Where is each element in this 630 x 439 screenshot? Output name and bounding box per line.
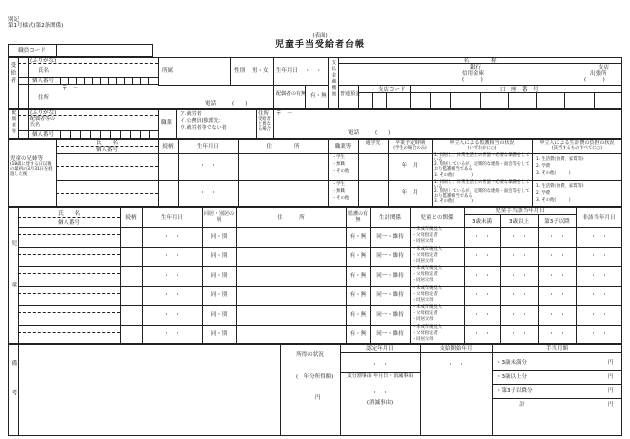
- child-under3-date: ・ ・: [473, 292, 491, 299]
- guardian-row2-occ-2: ・無職: [332, 189, 345, 194]
- child-relationship-1: ・未成年後見人: [412, 266, 443, 271]
- recipient-name-label: 氏名: [38, 68, 50, 74]
- children-col-birth: 生年月日: [160, 215, 183, 221]
- children-col-livelihood: 生計関係: [378, 215, 401, 221]
- children-col-ineligible: 非該当年月日: [582, 215, 616, 221]
- allowance-yen-total: 円: [608, 402, 614, 408]
- payment-start-label: 支給開始年月: [439, 346, 473, 352]
- child-3plus-date: ・ ・: [510, 272, 528, 279]
- guardian-row1-expense-3: 3. その他( ): [536, 171, 571, 176]
- guardian-row1-occ-2: ・無職: [332, 162, 345, 167]
- spouse-occupation-label: 職業: [161, 120, 173, 126]
- child-3plus-date: ・ ・: [510, 311, 528, 318]
- guardian-col-relation: 続柄: [162, 144, 174, 150]
- spouse-phone-label: 電話: [348, 130, 360, 136]
- guardian-col-graduation: 卒業予定時期: [394, 140, 425, 146]
- recipient-phone-label: 電話: [205, 101, 217, 107]
- children-col-custody: 監護の有無: [347, 211, 368, 223]
- child-custody: 有・無: [349, 292, 367, 299]
- income-year-label: ( 年分所得額): [296, 374, 334, 380]
- child-ineligible-date: ・ ・: [590, 311, 608, 318]
- guardian-row2-occ-3: ・その他: [332, 196, 350, 201]
- allowance-yen-2: 円: [608, 374, 614, 380]
- child-cohabit: 同・別: [210, 253, 228, 260]
- spouse-name-label: 配偶者等の氏名: [30, 116, 56, 128]
- spouse-phone-parens: ( ): [375, 130, 391, 136]
- child-relationship-3: ・同居父母: [412, 336, 434, 342]
- form-reference-1: 別記: [8, 17, 20, 23]
- bank-type-paren: ( ): [462, 77, 483, 83]
- child-relationship-1: ・未成年後見人: [412, 246, 443, 252]
- child-3rd-date: ・ ・: [548, 253, 566, 260]
- spouse-furigana: (ふりがな): [30, 110, 57, 116]
- children-col-under3: 3歳未満: [472, 219, 492, 225]
- occupation-option-c: ウ.就労者等でない者: [180, 125, 227, 131]
- guardian-col-name: 氏 名: [95, 140, 118, 146]
- child-custody: 有・無: [349, 272, 367, 279]
- child-livelihood: 同一・維持: [376, 311, 404, 318]
- guardian-col-personal-no: 個人番号: [95, 147, 118, 153]
- child-custody: 有・無: [349, 331, 367, 338]
- guardian-row2-occ-1: ・学生: [332, 182, 345, 187]
- guardian-row2-expense-1: 1. 生活費(食費、家賃等): [536, 184, 584, 189]
- bank-branch: 支店: [598, 65, 610, 71]
- bank-name-header: 名 称: [463, 58, 497, 64]
- change-reason-label: 支分割事由 年月日・消滅事由: [346, 373, 414, 379]
- children-col-name: 氏 名: [57, 211, 80, 217]
- child-relationship-2: ・父母指定者: [412, 330, 438, 336]
- account-number-label: 口 座 番 号: [500, 87, 539, 93]
- children-side-label: 児童: [10, 240, 17, 323]
- child-relationship-1: ・未成年後見人: [412, 285, 443, 291]
- child-birth: ・ ・: [163, 272, 181, 279]
- guardian-row1-custody-1: 1. 同居し、日常生活上の世話・必要な保護をしている: [434, 153, 530, 163]
- guardian-row1-expense-1: 1. 生活費(食費、家賃等): [536, 157, 584, 162]
- child-relationship-1: ・未成年後見人: [412, 324, 443, 330]
- certified-date-label: 認定年月日: [366, 346, 394, 352]
- guardian-col-custody: 申立人による監護相当の状況: [449, 140, 515, 146]
- child-livelihood: 同一・維持: [376, 253, 404, 260]
- child-birth: ・ ・: [163, 331, 181, 338]
- child-3rd-date: ・ ・: [548, 233, 566, 240]
- children-col-relationship: 児童との関係: [420, 215, 454, 221]
- allowance-row-3rd: ・第3子以降分: [496, 388, 533, 394]
- guardian-row2-custody-3: 3. その他( ): [434, 199, 473, 204]
- guardian-col-address: 住 所: [266, 144, 300, 150]
- guardian-note: (18歳に達する日以後の最初の3月31日を経過した後: [10, 162, 53, 177]
- child-birth: ・ ・: [163, 292, 181, 299]
- child-livelihood: 同一・維持: [376, 292, 404, 299]
- guardian-row1-graduation: 年 月: [401, 163, 419, 169]
- guardian-heading: 児童の兄姉等: [10, 156, 44, 162]
- child-relationship-3: ・同居父母: [412, 278, 434, 283]
- allowance-total: 計: [519, 402, 525, 408]
- child-relationship-1: ・未成年後見人: [412, 227, 443, 232]
- child-ineligible-date: ・ ・: [590, 272, 608, 279]
- bank-side-label: 支払金融機関: [330, 60, 336, 98]
- income-yen: 円: [315, 395, 321, 401]
- child-cohabit: 同・別: [210, 331, 228, 338]
- child-birth: ・ ・: [163, 253, 181, 260]
- child-livelihood: 同一・維持: [376, 233, 404, 240]
- children-col-personal-no: 個人番号: [57, 220, 80, 226]
- spouse-address-label: 住所: [258, 111, 270, 117]
- gender-label: 性別: [234, 68, 246, 74]
- gender-value: 男・女: [252, 68, 269, 74]
- children-col-eligibility-header: 児童手当該当年月日: [495, 208, 545, 214]
- bank-type-bank: 銀行: [470, 65, 482, 71]
- recipient-postal: 〒 －: [62, 86, 79, 92]
- remarks-side-label: 備考: [10, 360, 17, 419]
- allowance-label: 手当月額: [545, 346, 568, 352]
- guardian-row2-custody-1: 1. 同居し、日常生活上の世話・必要な保護をしている: [434, 180, 530, 190]
- child-3rd-date: ・ ・: [548, 331, 566, 338]
- child-livelihood: 同一・維持: [376, 331, 404, 338]
- form-reference-2: 第1号様式(第2条関係): [8, 23, 64, 29]
- child-under3-date: ・ ・: [473, 311, 491, 318]
- income-status-label: 所得の状況: [296, 352, 324, 358]
- child-ineligible-date: ・ ・: [590, 253, 608, 260]
- spouse-postal: 〒 －: [276, 111, 293, 117]
- guardian-row1-occ-1: ・学生: [332, 155, 345, 160]
- branch-code-label: 支店コード: [378, 87, 406, 93]
- guardian-row1-occ-3: ・その他: [332, 169, 350, 174]
- guardian-col-graduation-note: (学生の場合のみ): [393, 146, 427, 151]
- certified-date-dots: ・ ・: [371, 362, 389, 368]
- title-note: (表面): [312, 33, 328, 39]
- guardian-row1-birth: ・ ・: [199, 163, 217, 169]
- guardian-col-occupation: 職業等: [334, 144, 352, 150]
- guardian-row1-custody-2: 2. 別居しているが、定期的な連絡・面会等をしており監護相当である: [434, 162, 530, 172]
- child-under3-date: ・ ・: [473, 331, 491, 338]
- recipient-label: 受給者: [9, 62, 16, 85]
- child-relationship-3: ・同居父母: [412, 258, 434, 264]
- regular-deposit-label: 普通預金: [340, 91, 361, 97]
- allowance-row-3plus: ・3歳以上分: [496, 374, 527, 380]
- spouse-presence-label: 配偶者の有無: [276, 91, 307, 97]
- child-custody: 有・無: [349, 253, 367, 260]
- guardian-row2-expense-2: 2. 学費: [536, 191, 551, 196]
- guardian-row2-graduation: 年 月: [401, 190, 419, 196]
- cancel-reason-label: (消滅事由): [366, 400, 394, 406]
- child-3rd-date: ・ ・: [548, 292, 566, 299]
- child-under3-date: ・ ・: [473, 253, 491, 260]
- branch-paren: ( ): [584, 77, 605, 83]
- child-3plus-date: ・ ・: [510, 253, 528, 260]
- child-birth: ・ ・: [163, 233, 181, 240]
- child-relationship-1: ・未成年後見人: [412, 305, 443, 310]
- child-ineligible-date: ・ ・: [590, 233, 608, 240]
- children-col-cohabit: 同居・別居の別: [203, 211, 234, 223]
- children-col-address: 住 所: [277, 215, 305, 221]
- child-relationship-2: ・父母指定者: [412, 233, 438, 238]
- child-3rd-date: ・ ・: [548, 311, 566, 318]
- occupation-option-a: ア.就労者: [180, 111, 202, 117]
- guardian-row2-birth: ・ ・: [199, 190, 217, 196]
- child-3plus-date: ・ ・: [510, 331, 528, 338]
- guardian-col-expense: 申立人による生計費の負担の状況: [539, 140, 615, 146]
- recipient-furigana: (ふりがな): [30, 58, 57, 64]
- child-3plus-date: ・ ・: [510, 292, 528, 299]
- children-col-3plus: 3歳以上: [509, 219, 529, 225]
- child-relationship-2: ・父母指定者: [412, 272, 438, 277]
- child-relationship-3: ・同居父母: [412, 239, 434, 244]
- birth-dots: ・ ・: [305, 68, 322, 74]
- guardian-col-custody-note: (いずれかに○): [467, 146, 497, 151]
- allowance-yen-3: 円: [608, 388, 614, 394]
- recipient-address-label: 住所: [38, 95, 50, 101]
- child-3rd-date: ・ ・: [548, 272, 566, 279]
- children-col-relation: 続柄: [125, 215, 137, 221]
- occupation-option-b: イ.公務員(独派先：: [180, 118, 224, 124]
- child-under3-date: ・ ・: [473, 272, 491, 279]
- allowance-yen-1: 円: [608, 360, 614, 366]
- affiliation-label: 所属: [162, 68, 174, 74]
- birth-label: 生年月日: [276, 68, 299, 74]
- guardian-row2-custody-2: 2. 別居しているが、定期的な連絡・面会等をしており監護相当である: [434, 189, 530, 199]
- recipient-personal-no: 個人番号: [32, 78, 55, 84]
- child-ineligible-date: ・ ・: [590, 292, 608, 299]
- child-cohabit: 同・別: [210, 311, 228, 318]
- child-cohabit: 同・別: [210, 272, 228, 279]
- spouse-section-label: 配偶者等: [10, 110, 16, 136]
- guardian-row2-expense-3: 3. その他( ): [536, 198, 571, 203]
- payment-start-dots: ・ ・: [447, 362, 465, 368]
- child-birth: ・ ・: [163, 311, 181, 318]
- child-3plus-date: ・ ・: [510, 233, 528, 240]
- spouse-personal-no: 個人番号: [32, 132, 55, 138]
- staff-code-label: 職員コード: [18, 48, 46, 54]
- child-relationship-3: ・同居父母: [412, 297, 434, 303]
- child-custody: 有・無: [349, 233, 367, 240]
- child-relationship-2: ・父母指定者: [412, 311, 438, 316]
- child-relationship-2: ・父母指定者: [412, 291, 438, 297]
- spouse-address-note: 受給者と異なる場合: [258, 117, 271, 132]
- allowance-row-under3: ・3歳未満分: [496, 360, 527, 366]
- guardian-col-expense-note: (該当するものすべてに○): [552, 146, 602, 151]
- child-livelihood: 同一・維持: [376, 272, 404, 279]
- child-cohabit: 同・別: [210, 233, 228, 240]
- bank-branch-office: 出張所: [590, 71, 607, 77]
- recipient-phone-parens: ( ): [232, 101, 248, 107]
- page-title: 児童手当受給者台帳: [274, 40, 365, 50]
- guardian-col-birth: 生年月日: [196, 144, 219, 150]
- bank-type-credit: 信用金庫: [462, 71, 485, 77]
- change-reason-dots: ・ ・: [371, 390, 389, 396]
- child-custody: 有・無: [349, 311, 367, 318]
- child-ineligible-date: ・ ・: [590, 331, 608, 338]
- guardian-row1-custody-3: 3. その他( ): [434, 173, 473, 178]
- spouse-presence-value: 有・無: [310, 93, 327, 99]
- child-relationship-2: ・父母指定者: [412, 252, 438, 258]
- children-col-3rd: 第3子以降: [544, 219, 570, 225]
- child-relationship-3: ・同居父母: [412, 317, 434, 322]
- child-cohabit: 同・別: [210, 292, 228, 299]
- guardian-col-school: 通学先: [365, 140, 381, 146]
- child-under3-date: ・ ・: [473, 233, 491, 240]
- guardian-row1-expense-2: 2. 学費: [536, 164, 551, 169]
